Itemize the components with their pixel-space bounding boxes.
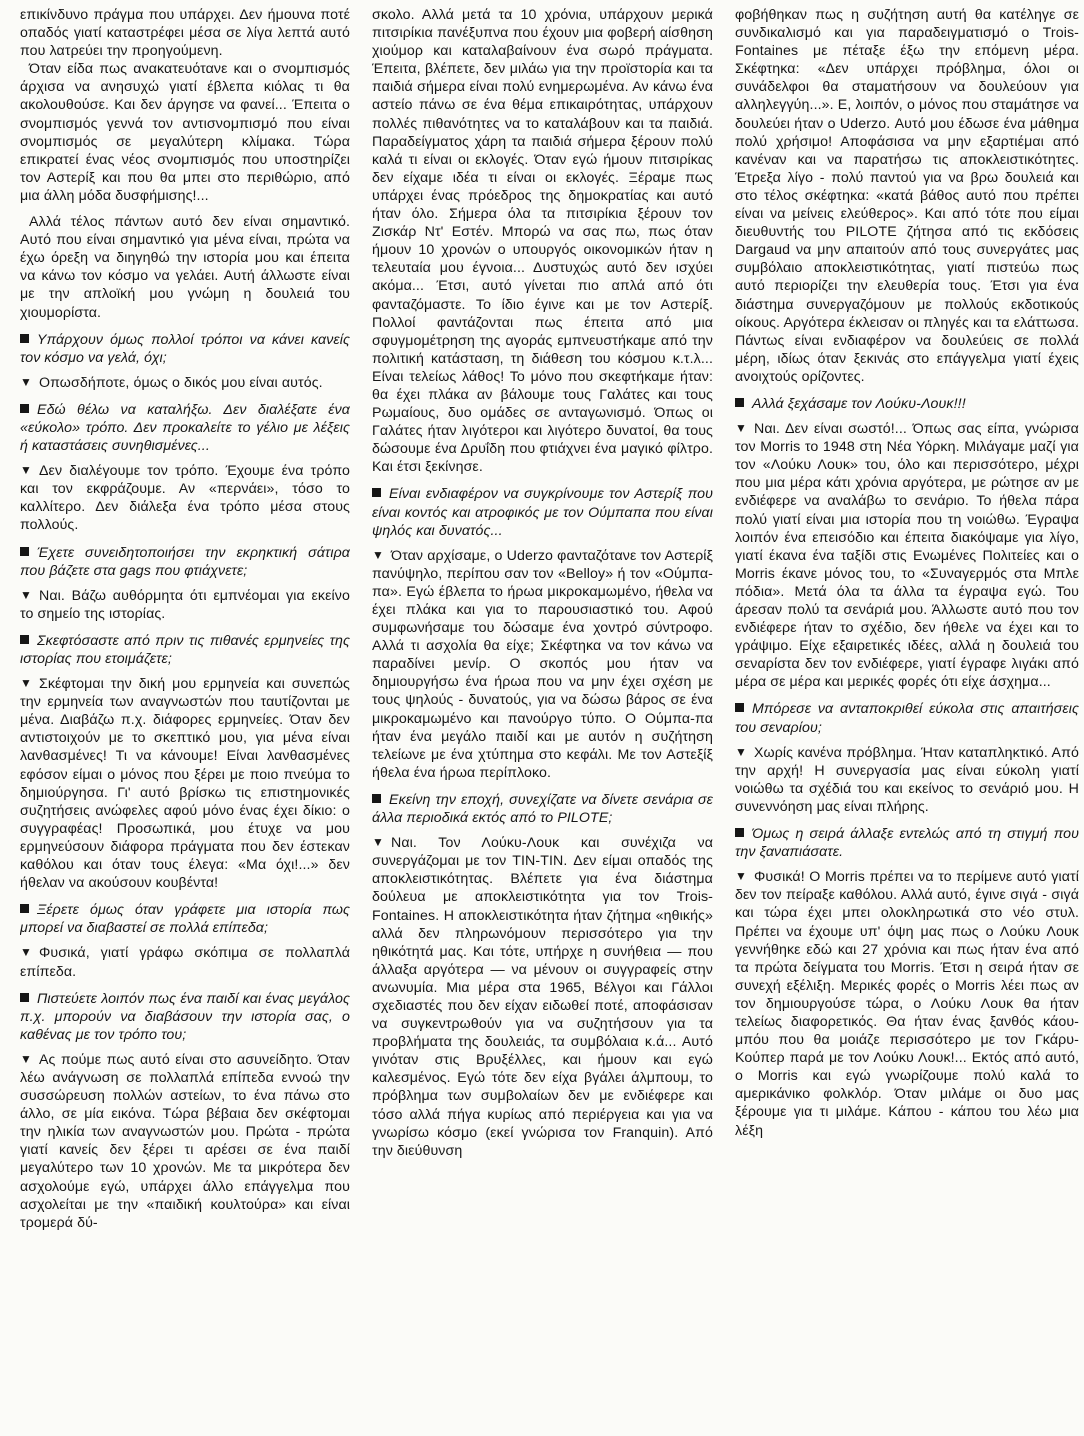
paragraph-text: Ναι. Βάζω αυθόρμητα ότι εμπνέομαι για εκείνο το σημείο της ιστορίας. — [20, 587, 350, 622]
answer-marker-icon: ▼ — [20, 587, 32, 602]
question-marker-icon — [20, 993, 29, 1002]
interview-question — [20, 544, 350, 580]
paragraph-text: Όμως η σειρά άλλαξε εντελώς από τη στιγμή που την ξαναπιάσατε. — [735, 826, 1079, 861]
question-marker-icon — [735, 398, 744, 407]
paragraph — [372, 6, 713, 476]
interview-answer — [20, 586, 350, 623]
interview-question — [20, 401, 350, 455]
answer-marker-icon: ▼ — [372, 835, 384, 850]
answer-marker-icon: ▼ — [20, 1051, 32, 1066]
interview-question — [20, 632, 350, 668]
column-2 — [372, 6, 713, 1436]
paragraph-text: Χωρίς κανένα πρόβλημα. Ήταν καταπληκτικό. Από την αρχή! Η συνεργασία μας είναι εύκολη γιατί νοιώθω τα σχέδιά του και εκείνος το σενάριό μου. Η συνεννόηση μας είναι πλήρης. — [735, 744, 1079, 815]
answer-marker-icon: ▼ — [20, 676, 32, 691]
interview-answer — [20, 461, 350, 534]
paragraph-text: Αλλά τέλος πάντων αυτό δεν είναι σημαντικό. Αυτό που είναι σημαντικό για μένα είναι, πρώτα να έχω όρεξη να διηγηθώ την ιστορία μου και έπειτα να κάνω τον κόσμο να γελάει. Αυτή άλλωστε είναι με την απλοϊκή μου γνώμη η δουλειά του χιουμορίστα. — [20, 214, 350, 321]
column-1 — [20, 6, 350, 1436]
interview-answer — [735, 867, 1079, 1139]
paragraph-text: Είναι ενδιαφέρον να συγκρίνουμε τον Αστερίξ που είναι κοντός και ατροφικός με τον Ούμπαπα που είναι ψηλός και δυνατός... — [372, 486, 713, 539]
question-marker-icon — [372, 488, 381, 497]
interview-answer — [735, 419, 1079, 691]
question-marker-icon — [20, 904, 29, 913]
answer-marker-icon: ▼ — [20, 374, 32, 389]
paragraph-text: Πιστεύετε λοιπόν πως ένα παιδί και ένας μεγάλος π.χ. μπορούν να διαβάσουν την ιστορία σας, ο καθένας με τον τρόπο του; — [20, 990, 350, 1043]
paragraph-text: Όταν είδα πως ανακατευότανε και ο σνομπισμός άρχισα να ανησυχώ γιατί έβλεπα κιόλας τι θα ακολουθούσε. Και δεν άργησε να φανεί... Έπειτα ο σνομπισμός γεννά τον αντισνομπισμό που είναι σνομπισμός σε μεγαλύτερη κλίμακα. Τώρα επικρατεί ένας νέος σνομπισμός που υποστηρίζει τον Αστερίξ και που θα μπει στο περιθώριο, από μια άλλη μόδα δυσφήμισης!... — [20, 61, 350, 204]
interview-answer — [20, 373, 350, 392]
interview-question — [372, 485, 713, 539]
interview-question — [735, 395, 1079, 413]
paragraph-text: Όταν αρχίσαμε, ο Uderzo φανταζότανε τον Αστερίξ πανύψηλο, περίπου σαν τον «Belloy» ή τον «Ούμπα-πα». Εγώ έβλεπα το ήρωα μικροκαμωμένο, ήθελα να έχει πλάκα και για το παρουσιαστικό του. Αφού συμφωνήσαμε του δώσαμε ένα χοντρό σύντροφο. Αλλά τι ασχολία θα είχε; Σκέφτηκα να τον κάνω να παραδίνει μενίρ. Ο σκοπός μου ήταν να δημιουργήσω ένα ήρωα που να μην έχει σχέση με τους ψηλούς - δυνατούς, για να δώσω βάρος σε ένα μικροκαμωμένο και πανούργο τύπο. Ο Ούμπα-πα ήταν ένα μεγάλο παιδί και με αυτόν η συζήτηση τελείωνε με ένα χτύπημα στο κεφάλι. Με τον Αστεξίξ ήθελα ένα ήρωα περίπλοκο. — [372, 547, 713, 781]
paragraph-text: φοβήθηκαν πως η συζήτηση αυτή θα κατέληγε σε συνδικαλισμό και για παραδειγματισμό ο Trois-Fontaines με πέταξε έξω την επόμενη μέρα. Σκέφτηκα: «Δεν υπάρχει πρόβλημα, όλοι οι συνάδελφοι θα σταματήσουν να δουλεύουν για αλληλεγγύη...». Ε, λοιπόν, ο μόνος που σταμάτησε να δουλεύει ήταν ο Uderzo. Αυτό μου έδωσε ένα μάθημα πολύ χρήσιμο! Αποφάσισα να μην εξαρτιέμαι από κανέναν και να παρατήσω τις αποκλειστικότητες. Έτρεξα λίγο - πολύ παντού για να βρω δουλειά και στο τέλος σκέφτηκα: «κατά βάθος αυτό που πρέπει είναι να μείνεις ελεύθερος». Και από τότε που είμαι διευθυντής του PILOTE ζήτησα από τις εκδόσεις Dargaud να μην απαιτούν από τους συνεργάτες μας συμβόλαιο αποκλειστικότητας, γιατί πιστεύω πως αυτό περιορίζει την ελευθερία τους. Έτσι για ένα διάστημα συνεργαζόμουν με πολλούς εκδοτικούς οίκους. Αργότερα έκλεισαν οι πληγές και τα ελάττωσα. Πάντως είναι ενδιαφέρον να δουλεύεις σε πολλά μέρη, ιδίως όταν ξεκινάς στο επάγγελμα γιατί έχεις ανοιχτούς ορίζοντες. — [735, 7, 1079, 385]
paragraph-text: Εκείνη την εποχή, συνεχίζατε να δίνετε σενάρια σε άλλα περιοδικά εκτός από το PILOTE; — [372, 791, 713, 827]
interview-answer — [372, 546, 713, 782]
interview-question — [735, 700, 1079, 736]
question-marker-icon — [372, 794, 381, 803]
question-marker-icon — [20, 334, 29, 343]
paragraph-text: Οπωσδήποτε, όμως ο δικός μου είναι αυτός. — [38, 374, 323, 391]
paragraph-text: Αλλά ξεχάσαμε τον Λούκυ-Λουκ!!! — [752, 395, 966, 412]
article-columns — [20, 6, 1079, 1436]
interview-question — [735, 825, 1079, 861]
paragraph-text: Μπόρεσε να ανταποκριθεί εύκολα στις απαιτήσεις του σεναρίου; — [735, 701, 1079, 736]
answer-marker-icon: ▼ — [20, 945, 32, 960]
paragraph — [735, 6, 1079, 386]
interview-answer — [735, 743, 1079, 816]
interview-question — [20, 901, 350, 937]
paragraph-text: επικίνδυνο πράγμα που υπάρχει. Δεν ήμουνα ποτέ οπαδός γιατί καταστρέφει μέσα σε λίγα λεπτά αυτό που λατρεύει την προηγούμενη. — [20, 7, 350, 60]
answer-marker-icon: ▼ — [20, 463, 32, 478]
paragraph-text: Ας πούμε πως αυτό είναι στο ασυνείδητο. Όταν λέω ανάγνωση σε πολλαπλά επίπεδα εννοώ την συσσώρευση πολλών αστείων, το ένα πάνω στο άλλο, σε μία εικόνα. Τώρα βέβαια δεν σκέφτομαι την ηλικία των αναγνωστών μου. Πρώτα - πρώτα γιατί κανείς δεν ξέρει τι αρέσει σε ένα παιδί μεγαλύτερο των 10 χρονών. Με τα μικρότερα δεν ασχολούμε εγώ, υπάρχει άλλο επάγγελμα που ασχολείται με την «παιδική κουλτούρα» και είναι τρομερά δύ- — [20, 1051, 350, 1231]
answer-marker-icon: ▼ — [735, 869, 747, 884]
interview-question — [20, 331, 350, 367]
answer-marker-icon: ▼ — [735, 421, 747, 436]
paragraph-text: σκολο. Αλλά μετά τα 10 χρόνια, υπάρχουν μερικά πιτσιρίκια πανέξυπνα που έχουν μια φοβερή αίσθηση χιούμορ και καταλαβαίνουν ένα σωρό πράγματα. Έπειτα, βλέπετε, δεν μιλάω για την προϊστορία και τα παιδιά σήμερα είναι πολύ ενημερωμένα. Αν κάνω ένα αστείο πάνω σε ένα θέμα επικαιρότητας, υπάρχουν πολλές πιθανότητες να το καταλάβουν και τα παιδιά. Παραδείγματος χάρη τα παιδιά σήμερα ξέρουν πολύ καλά τι είναι οι εκλογές. Όταν εγώ ήμουν πιτσιρίκας δεν είχαμε ιδέα τι είναι οι εκλογές. Ξέραμε πως υπάρχει ένας πρόεδρος της δημοκρατίας και αυτό ήταν όλο. Σήμερα όλα τα πιτσιρίκια ξέρουν τον Ζισκάρ Ντ' Εστέν. Μπορώ να σας πω, πως όταν ήμουν 10 χρονών ο υπουργός οικονομικών ήταν η τελευταία μου έγνοια... Δυστυχώς αυτό δεν ισχύει ακόμα... Έτσι, αυτό γίνεται πιο απλά από ότι φανταζόμαστε. Το ίδιο έγινε και με τον Αστερίξ. Πολλοί φαντάζονται πως έπειτα από μια σφυγμομέτρηση της αγοράς εμπνευστήκαμε από την πολιτική κατάσταση, τη διάθεση του κόσμου κ.τ.λ... Είναι τελείως λάθος! Το μόνο που σκεφτήκαμε ήταν: θα έχει πλάκα αν βάλουμε τους Γαλάτες και τους Ρωμαίους, δυο ομάδες σε ανταγωνισμό. Όπως οι Γαλάτες ήταν λιγότεροι και λιγότερο δυνατοί, θα τους δώσουμε ένα Δρυΐδη που φτιάχνει ένα μαγικό φίλτρο. Και έτσι ξεκίνησε. — [372, 7, 713, 476]
question-marker-icon — [20, 547, 29, 556]
paragraph-text: Εδώ θέλω να καταλήξω. Δεν διαλέξατε ένα «εύκολο» τρόπο. Δεν προκαλείτε το γέλιο με λέξεις ή καταστάσεις συνηθισμένες... — [20, 401, 350, 455]
paragraph — [20, 213, 350, 322]
paragraph-text: Σκεφτόσαστε από πριν τις πιθανές ερμηνείες της ιστορίας που ετοιμάζετε; — [20, 632, 350, 667]
question-marker-icon — [735, 703, 744, 712]
question-marker-icon — [20, 635, 29, 644]
interview-answer — [20, 674, 350, 892]
question-marker-icon — [735, 828, 744, 837]
paragraph-text: Φυσικά, γιατί γράφω σκόπιμα σε πολλαπλά επίπεδα. — [20, 945, 350, 980]
paragraph-text: Δεν διαλέγουμε τον τρόπο. Έχουμε ένα τρόπο και τον εκφράζουμε. Αν «περνάει», τόσο το καλλίτερο. Δεν διάλεξα ένα τρόπο μέσα στους πολλούς. — [20, 463, 350, 534]
answer-marker-icon: ▼ — [735, 744, 747, 759]
column-3 — [735, 6, 1079, 1436]
interview-answer — [20, 943, 350, 980]
paragraph-text: Υπάρχουν όμως πολλοί τρόποι να κάνει κανείς τον κόσμο να γελά, όχι; — [20, 331, 350, 366]
interview-answer — [372, 833, 713, 1160]
interview-question — [372, 791, 713, 827]
question-marker-icon — [20, 404, 29, 413]
paragraph-text: Ξέρετε όμως όταν γράφετε μια ιστορία πως μπορεί να διαβαστεί σε πολλά επίπεδα; — [20, 902, 350, 937]
paragraph-text: Ναι. Δεν είναι σωστό!... Όπως σας είπα, γνώρισα τον Morris το 1948 στη Νέα Υόρκη. Μιλάγαμε μαζί για τον «Λούκυ Λουκ» του, όλο και περισσότερο, μέχρι που μια μέρα κάτι χρόνια αργότερα, με ρώτησε αν με ενδιέφερε να αναλάβω το σενάριο. Το ήθελα πάρα πολύ γιατί είναι μια ιστορία που τη νοιώθω. Έγραψα λοιπόν ένα επεισόδιο και έπειτα διακόψαμε για λίγο, γιατί έκανα ένα ταξίδι στις Ενωμένες Πολιτείες και ο Morris έκανε μόνος του, το «Συναγερμός στα Μπλε πόδια». Μετά όλα τα άλλα τα έγραψα εγώ. Του άρεσαν πολύ τα σενάριά μου. Άλλωστε αυτό που τον ενδιέφερε ήταν το σχέδιο, δεν ήθελε να έχει και το γράψιμο. Είχε εξαιρετικές ιδέες, αλλά η δουλειά του σεναρίστα δεν τον ενδιέφερε, γιατί έγραφε λιγάκι από μέρα σε μέρα και μερικές φορές ότι είχε άσχημα... — [735, 421, 1079, 691]
interview-answer — [20, 1050, 350, 1232]
paragraph — [20, 60, 350, 205]
answer-marker-icon: ▼ — [372, 547, 384, 562]
interview-question — [20, 990, 350, 1044]
paragraph-text: Σκέφτομαι την δική μου ερμηνεία και συνεπώς την ερμηνεία των αναγνωστών που ταυτίζονται με μένα. Διαβάζω π.χ. διάφορες ερμηνείες. Όταν δεν αντιστοιχούν με το σκεπτικό μου, για μένα είναι λανθασμένες! Τι να κάνουμε! Είναι λανθασμένες εφόσον είμαι ο μόνος που ξέρει με ποιο πνεύμα το δημιούργησα. Γι' αυτό βρίσκω τις επιστημονικές συζητήσεις ανώφελες αφού μόνο ένας έχει δίκιο: ο συγγραφέας! Προσωπικά, μου έτυχε να μου ερμηνεύσουν διάφορα πράγματα που δεν έστεκαν καθόλου και όταν τους έλεγα: «Μα όχι!...» δεν ήθελαν να ακούσουν κουβέντα! — [20, 676, 350, 892]
paragraph-text: Ναι. Τον Λούκυ-Λουκ και συνέχιζα να συνεργάζομαι με τον TIN-TIN. Δεν είμαι οπαδός της αποκλειστικότητας. Βλέπετε για ένα διάστημα δούλευα με αποκλειστικότητα για τον Trois-Fontaines. Η αποκλειστικότητα ήταν ζήτημα «ηθικής» αλλά δεν πληρωνόμουν περισσότερο για την ηθικότητά μας. Και τότε, υπήρχε η συνήθεια — που άλλαξα αργότερα — να μένουν οι συγγραφείς στην ανωνυμία. Μια μέρα στα 1965, Βέλγοι και Γάλλοι σχεδιαστές που δεν είχαν ειδωθεί ποτέ, αποφάσισαν να συγκεντρωθούν για να συζητήσουν για τα προβλήματα της δουλειάς, τα συμβόλαια κ.ά... Αυτό γινόταν στις Βρυξέλλες, και ήμουν και εγώ καλεσμένος. Εγώ τότε δεν είχα βγάλει άλμπουμ, το πρόβλημα των συμβολαίων δεν με ενδιέφερε και τόσο αλλά πήγα κυρίως από περιέργεια και για να γνωρίσω κόσμο (εκεί γνώρισα τον Franquin). Από την διεύθυνση — [372, 835, 713, 1159]
paragraph — [20, 6, 350, 60]
paragraph-text: Έχετε συνειδητοποιήσει την εκρηκτική σάτιρα που βάζετε στα gags που φτιάχνετε; — [20, 544, 350, 579]
paragraph-text: Φυσικά! Ο Morris πρέπει να το περίμενε αυτό γιατί δεν τον πείραξε καθόλου. Αλλά αυτό, έγινε σιγά - σιγά και τώρα έχει μπει ολοκληρωτικά στο νέο στυλ. Πρέπει να έχουμε υπ' όψη μας πως ο Λούκυ Λουκ γεννήθηκε εδώ και 27 χρόνια και πως ήταν ένα από τα πρώτα δείγματα του Morris. Έτσι η σειρά ήταν σε συνεχή εξέλιξη. Μερικές φορές ο Morris λέει πως αν τον δημιουργούσε τώρα, ο Λούκυ Λουκ θα ήταν τελείως διαφορετικός. Θα ήταν ένας ξανθός κάου-μπόυ που θα μοιάζε περισσότερο με τον Γκάρυ-Κούπερ παρά με τον Λούκυ Λουκ!... Εκτός από αυτό, ο Morris και εγώ γνωρίζουμε πολύ καλά το αμερικάνικο φολκλόρ. Όταν μιλάμε οι δυο μας ξέρουμε για τι μιλάμε. Κάπου - κάπου του λέω μια λέξη — [735, 869, 1079, 1139]
